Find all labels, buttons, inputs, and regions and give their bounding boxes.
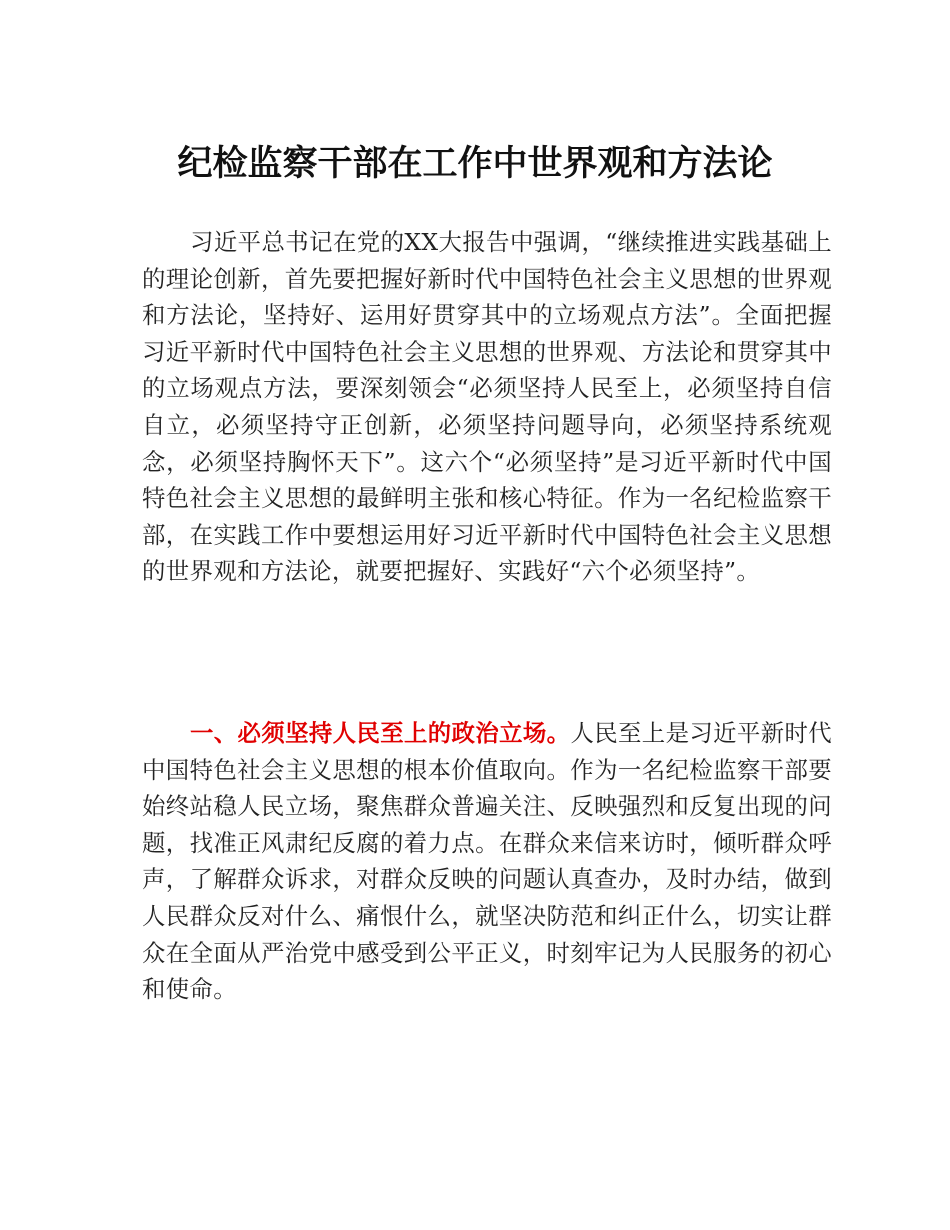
section-1-heading: 一、必须坚持人民至上的政治立场。	[190, 719, 571, 747]
paragraph-section-1	[142, 715, 832, 1008]
paragraph-intro-text: 习近平总书记在党的XX大报告中强调，“继续推进实践基础上的理论创新，首先要把握好新时代中国特色社会主义思想的世界观和方法论，坚持好、运用好贯穿其中的立场观点方法”。全面把握习近平新时代中国特色社会主义思想的世界观、方法论和贯穿其中的立场观点方法，要深刻领会“必须坚持人民至上，必须坚持自信自立，必须坚持守正创新，必须坚持问题导向，必须坚持系统观念，必须坚持胸怀天下”。这六个“必须坚持”是习近平新时代中国特色社会主义思想的最鲜明主张和核心特征。作为一名纪检监察干部，在实践工作中要想运用好习近平新时代中国特色社会主义思想的世界观和方法论，就要把握好、实践好“六个必须坚持”。	[142, 228, 832, 586]
paragraph-intro	[142, 224, 832, 590]
section-1-text: 人民至上是习近平新时代中国特色社会主义思想的根本价值取向。作为一名纪检监察干部要始终站稳人民立场，聚焦群众普遍关注、反映强烈和反复出现的问题，找准正风肃纪反腐的着力点。在群众来信来访时，倾听群众呼声，了解群众诉求，对群众反映的问题认真查办，及时办结，做到人民群众反对什么、痛恨什么，就坚决防范和纠正什么，切实让群众在全面从严治党中感受到公平正义，时刻牢记为人民服务的初心和使命。	[142, 719, 832, 1004]
document-title: 纪检监察干部在工作中世界观和方法论	[177, 143, 773, 184]
